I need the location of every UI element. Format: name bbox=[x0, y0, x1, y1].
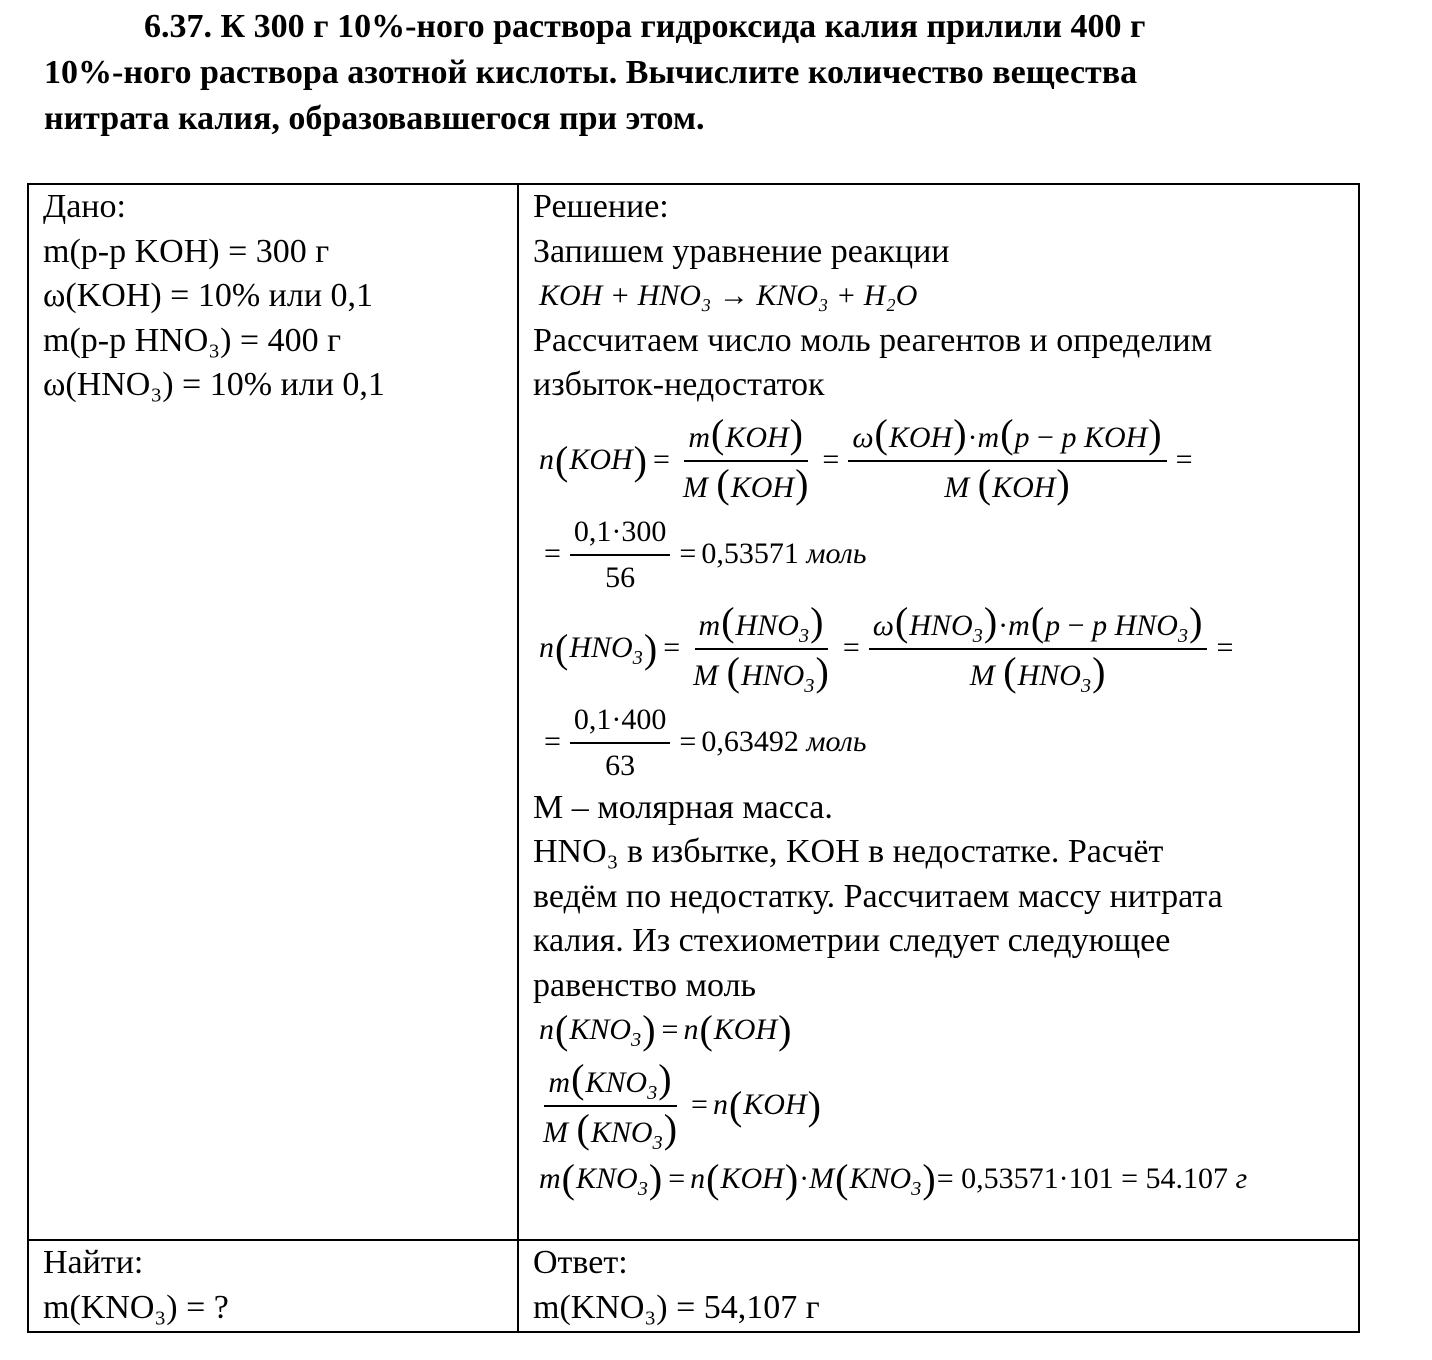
find-header: Найти: bbox=[43, 1244, 144, 1281]
n-koh-denominator: 56 bbox=[605, 560, 636, 594]
excess-text-line-1: HNO₃ в избытке, KOH в недостатке. Расчёт bbox=[533, 833, 1164, 870]
n-koh-value: 0,53571 bbox=[701, 537, 799, 571]
given-line-1: m(р-р KOH) = 300 г bbox=[43, 232, 330, 270]
solution-cell bbox=[518, 184, 1359, 1240]
final-mass-unit: г bbox=[1235, 1161, 1248, 1195]
problem-number: 6.37. bbox=[144, 8, 212, 45]
find-cell bbox=[28, 1240, 518, 1332]
solution-intro: Запишем уравнение реакции bbox=[533, 232, 950, 270]
find-line: m(KNO₃) = ? bbox=[43, 1288, 229, 1326]
formula-n-hno3: n ( $HNO_3$ ) = $\frac{m(HNO_3)}{M (HNO_3)}$ = $\frac{\omega(HNO_3)\cdot m(p - p HNO_3)}{M (HNO_3)}$ = bbox=[539, 598, 1234, 697]
problem-text-line-3: нитрата калия, образовавшегося при этом. bbox=[44, 100, 705, 137]
excess-text-line-2: ведём по недостатку. Рассчитаем массу нитрата bbox=[533, 877, 1223, 915]
answer-header: Ответ: bbox=[533, 1244, 628, 1281]
n-koh-unit: моль bbox=[806, 537, 867, 571]
excess-text-line-4: равенство моль bbox=[533, 966, 757, 1004]
stoich-equality: n ( $KNO_3$ ) = n ( KOH ) bbox=[539, 1007, 792, 1053]
solution-table bbox=[27, 183, 1360, 1333]
n-koh-numerator: 0,1·300 bbox=[570, 512, 671, 556]
given-header: Дано: bbox=[43, 188, 126, 225]
result-n-koh: = $\frac{0,1\cdot 300}{56}$ = 0,53571 моль bbox=[533, 512, 1358, 598]
formula-n-koh: n ( KOH ) = $\frac{\text{m(KOH)}}{\text{M (KOH)}}$ = $\frac{\text{ω(KOH)·m(p − p KOH)}}{\text{M (KOH)}}$ = bbox=[539, 410, 1193, 506]
given-line-4: ω(HNO₃) = 10% или 0,1 bbox=[43, 366, 385, 403]
final-mass-value: = 0,53571·101 = 54.107 bbox=[936, 1161, 1229, 1195]
reaction-equation: KOH + HNO₃ → KNO₃ + H₂O bbox=[539, 279, 918, 312]
n-hno3-value: 0,63492 bbox=[701, 725, 799, 759]
n-hno3-unit: моль bbox=[806, 725, 867, 759]
problem-statement bbox=[44, 4, 1344, 142]
problem-text-line-1: К 300 г 10%-ного раствора гидроксида калия прилили 400 г bbox=[220, 8, 1146, 45]
given-line-2: ω(KOH) = 10% или 0,1 bbox=[43, 277, 374, 314]
calc-intro-line-1: Рассчитаем число моль реагентов и определим bbox=[533, 321, 1213, 359]
mass-ratio-equality: $\frac{m(KNO_3)}{M (KNO_3)}$ = n ( KOH ) bbox=[543, 1055, 821, 1154]
molar-mass-note: M – молярная масса. bbox=[533, 788, 833, 826]
n-hno3-numerator: 0,1·400 bbox=[570, 700, 671, 744]
given-line-3: m(р-р HNO₃) = 400 г bbox=[43, 321, 342, 359]
answer-line: m(KNO₃) = 54,107 г bbox=[533, 1288, 820, 1326]
solution-header: Решение: bbox=[533, 188, 669, 225]
problem-text-line-2: 10%-ного раствора азотной кислоты. Вычислите количество вещества bbox=[44, 54, 1138, 91]
final-mass-calc: m ( $KNO_3$ ) = n ( KOH ) · M ( $KNO_3$ ) = 0,53571·101 = 54.107 г bbox=[539, 1155, 1248, 1201]
given-cell bbox=[28, 184, 518, 1240]
result-n-hno3: = $\frac{0,1\cdot 400}{63}$ = 0,63492 моль bbox=[533, 700, 1358, 786]
excess-text-line-3: калия. Из стехиометрии следует следующее bbox=[533, 922, 1171, 959]
answer-cell bbox=[518, 1240, 1359, 1332]
calc-intro-line-2: избыток-недостаток bbox=[533, 366, 825, 403]
n-hno3-denominator: 63 bbox=[605, 748, 636, 782]
